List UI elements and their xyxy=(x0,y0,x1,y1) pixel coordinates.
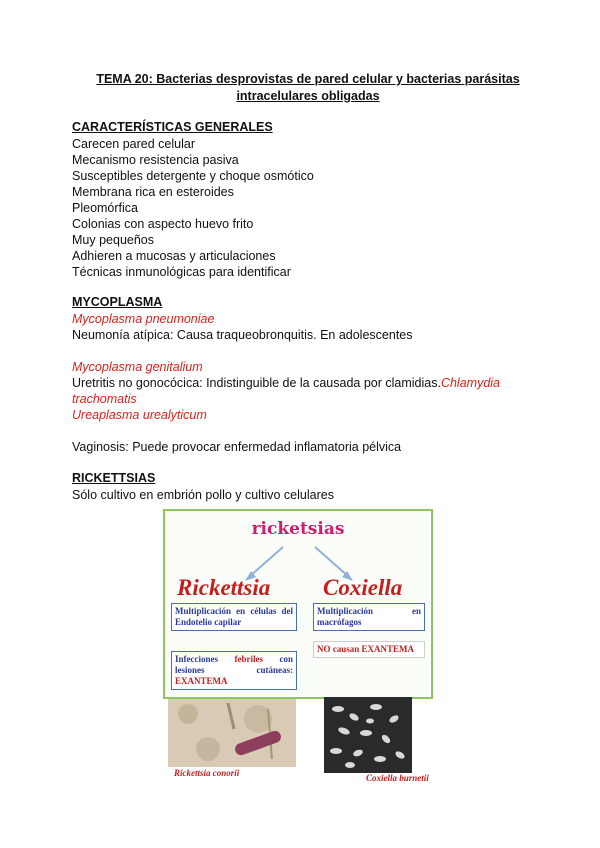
chlamydia-name: Chlamydia xyxy=(440,376,501,390)
genus-coxiella: Coxiella xyxy=(323,575,403,600)
general-list xyxy=(72,136,314,280)
coxiella-box-exanthema xyxy=(313,641,425,658)
rickettsias-description: Sólo cultivo en embrión pollo y cultivo celulares xyxy=(72,488,334,502)
vaginosis-line: Vaginosis: Puede provocar enfermedad inflamatoria pélvica xyxy=(72,440,402,454)
box-text-red: febriles xyxy=(234,654,263,664)
list-item: Membrana rica en esteroides xyxy=(72,185,234,199)
section-heading-mycoplasma: MYCOPLASMA xyxy=(72,295,163,309)
coxiella-box-multiplication: Multiplicación en macrófagos xyxy=(313,603,425,631)
genus-rickettsia: Rickettsia xyxy=(177,575,271,600)
list-item: Susceptibles detergente y choque osmótico xyxy=(72,169,314,183)
list-item: Mecanismo resistencia pasiva xyxy=(72,153,239,167)
caption-coxiella: Coxiella burnetii xyxy=(366,773,429,783)
box-text: con lesiones cutáneas: xyxy=(175,654,293,675)
list-item: Técnicas inmunológicas para identificar xyxy=(72,265,291,279)
arrow-icons xyxy=(165,511,431,581)
ureaplasma-name: Ureaplasma urealyticum xyxy=(72,408,207,422)
section-heading-rickettsias: RICKETTSIAS xyxy=(72,471,156,485)
list-item: Carecen pared celular xyxy=(72,137,195,151)
box-text-red: EXANTEMA xyxy=(361,644,415,654)
section-heading-general: CARACTERÍSTICAS GENERALES xyxy=(72,120,273,134)
mycoplasma-genitalium: Mycoplasma genitalium xyxy=(72,360,203,374)
list-item: Muy pequeños xyxy=(72,233,155,247)
chlamydia-species: trachomatis xyxy=(72,392,137,406)
uretritis-line xyxy=(72,375,500,391)
rickettsias-diagram xyxy=(163,509,433,699)
diagram-top-label: ricketsias xyxy=(251,519,345,539)
list-item: Adhieren a mucosas y articulaciones xyxy=(72,249,276,263)
caption-rickettsia: Rickettsia conorii xyxy=(174,768,240,778)
list-item: Colonias con aspecto huevo frito xyxy=(72,217,254,231)
rickettsia-box-multiplication: Multiplicación en células del Endotelio capilar xyxy=(171,603,297,631)
rickettsia-micrograph xyxy=(168,699,296,767)
list-item: Pleomórfica xyxy=(72,201,138,215)
box-text-red: NO causan xyxy=(317,644,362,654)
pneumoniae-description: Neumonía atípica: Causa traqueobronquitis. En adolescentes xyxy=(72,328,413,342)
box-text-red: EXANTEMA xyxy=(175,676,228,686)
uretritis-text: Uretritis no gonocócica: Indistinguible de la causada por clamidias. xyxy=(72,376,441,390)
document-title: TEMA 20: Bacterias desprovistas de pared celular y bacterias parásitas intracelulares obligadas xyxy=(96,72,520,103)
rickettsia-box-infections xyxy=(171,651,297,690)
mycoplasma-pneumoniae: Mycoplasma pneumoniae xyxy=(72,312,215,326)
box-text: Infecciones xyxy=(175,654,235,664)
coxiella-micrograph xyxy=(324,697,412,773)
